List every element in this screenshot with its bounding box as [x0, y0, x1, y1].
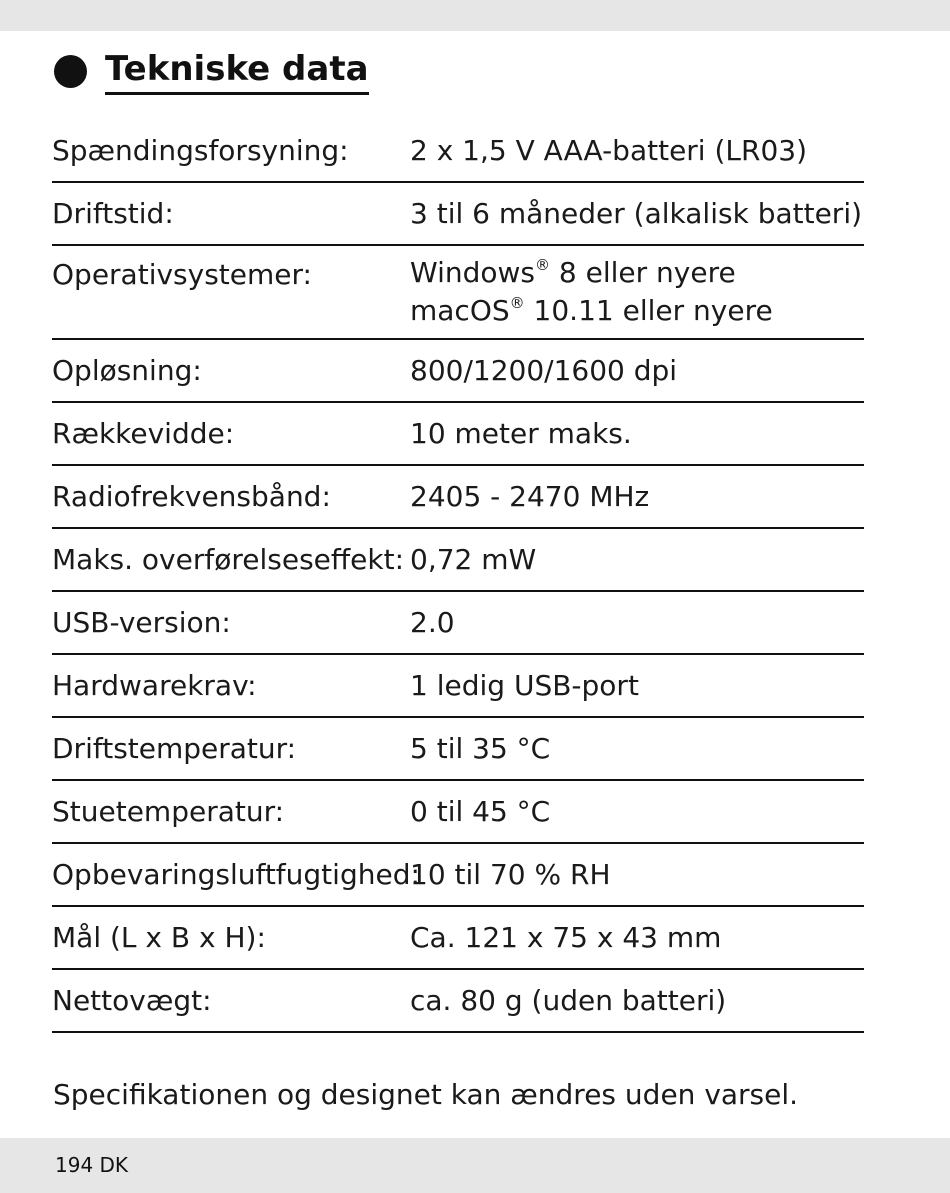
spec-label: Opløsning:	[52, 353, 202, 387]
spec-value: 2405 - 2470 MHz	[410, 479, 650, 513]
page-number: 194 DK	[55, 1153, 129, 1177]
spec-label: Radiofrekvensbånd:	[52, 479, 331, 513]
footnote: Specifikationen og designet kan ændres uden varsel.	[53, 1078, 799, 1111]
spec-row	[52, 466, 864, 529]
spec-row	[52, 403, 864, 466]
spec-label: Operativsystemer:	[52, 258, 312, 291]
spec-value: 1 ledig USB-port	[410, 668, 639, 702]
footer-band	[0, 1138, 950, 1193]
spec-value: 0 til 45 °C	[410, 794, 551, 828]
spec-value: ca. 80 g (uden batteri)	[410, 983, 727, 1017]
spec-value: 3 til 6 måneder (alkalisk batteri)	[410, 196, 863, 230]
spec-row	[52, 120, 864, 183]
spec-row	[52, 781, 864, 844]
spec-row	[52, 529, 864, 592]
section-heading	[54, 48, 369, 95]
spec-label: Nettovægt:	[52, 983, 212, 1017]
spec-label: Hardwarekrav:	[52, 668, 257, 702]
spec-value: 10 til 70 % RH	[410, 857, 611, 891]
spec-value: 10 meter maks.	[410, 416, 632, 450]
spec-label: Driftstemperatur:	[52, 731, 297, 765]
spec-value-line: Windows® 8 eller nyere	[410, 256, 736, 289]
spec-label: USB-version:	[52, 605, 231, 639]
page-title: Tekniske data	[105, 48, 369, 95]
spec-row	[52, 655, 864, 718]
spec-row	[52, 907, 864, 970]
spec-value: 2 x 1,5 V AAA-batteri (LR03)	[410, 133, 808, 167]
spec-row	[52, 340, 864, 403]
spec-row	[52, 592, 864, 655]
spec-label: Opbevaringsluftfugtighed:	[52, 857, 420, 891]
spec-label: Stuetemperatur:	[52, 794, 285, 828]
spec-row	[52, 718, 864, 781]
spec-value-line: macOS® 10.11 eller nyere	[410, 294, 773, 327]
spec-label: Mål (L x B x H):	[52, 920, 266, 954]
spec-value: 800/1200/1600 dpi	[410, 353, 678, 387]
spec-label: Driftstid:	[52, 196, 174, 230]
spec-value: 2.0	[410, 605, 455, 639]
bullet-icon	[54, 55, 87, 88]
spec-label: Maks. overførelseseffekt:	[52, 542, 405, 576]
top-margin-band	[0, 0, 950, 31]
spec-value: Ca. 121 x 75 x 43 mm	[410, 920, 722, 954]
spec-value	[410, 254, 864, 330]
spec-row	[52, 246, 864, 340]
spec-row	[52, 183, 864, 246]
spec-row	[52, 844, 864, 907]
spec-row	[52, 970, 864, 1033]
spec-label: Rækkevidde:	[52, 416, 235, 450]
spec-label: Spændingsforsyning:	[52, 133, 349, 167]
spec-table	[52, 120, 864, 1033]
spec-value: 5 til 35 °C	[410, 731, 551, 765]
spec-value: 0,72 mW	[410, 542, 537, 576]
